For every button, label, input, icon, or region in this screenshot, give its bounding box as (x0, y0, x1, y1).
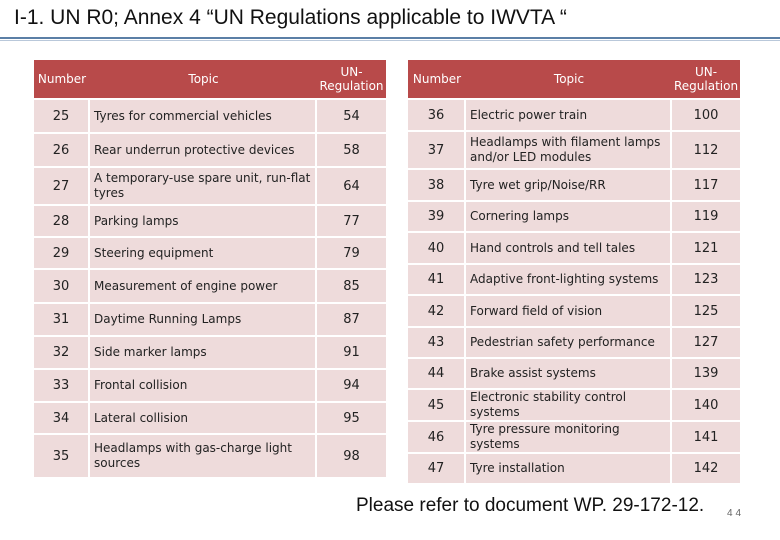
table-row (34, 134, 386, 166)
table-row (34, 238, 386, 268)
row-number: 25 (34, 100, 90, 132)
title-divider (0, 37, 780, 39)
row-topic: Tyre wet grip/Noise/RR (466, 170, 672, 200)
row-topic: Tyres for commercial vehicles (90, 100, 317, 132)
reference-note: Please refer to document WP. 29-172-12. (356, 495, 705, 516)
table-row (34, 337, 386, 368)
row-un-regulation: 112 (672, 132, 740, 168)
table-row (34, 435, 386, 477)
table-header-row (408, 60, 740, 98)
row-un-regulation: 119 (672, 202, 740, 231)
table-row (408, 359, 740, 388)
row-number: 27 (34, 168, 90, 204)
row-un-regulation: 121 (672, 233, 740, 263)
row-un-regulation: 142 (672, 454, 740, 483)
table-row (408, 454, 740, 483)
row-topic: Frontal collision (90, 370, 317, 401)
table-row (408, 202, 740, 231)
row-topic: Headlamps with gas-charge light sources (90, 435, 317, 477)
table-body-right (408, 100, 740, 483)
row-topic: Headlamps with filament lamps and/or LED modules (466, 132, 672, 168)
title-divider-thin (0, 40, 780, 41)
row-un-regulation: 85 (317, 270, 386, 302)
row-topic: Cornering lamps (466, 202, 672, 231)
table-row (408, 132, 740, 168)
page-number: 44 (727, 508, 745, 519)
row-number: 40 (408, 233, 466, 263)
row-number: 37 (408, 132, 466, 168)
row-topic: Electronic stability control systems (466, 390, 672, 420)
row-un-regulation: 87 (317, 304, 386, 335)
header-un-regulation: UN-Regulation (317, 60, 386, 98)
row-topic: Forward field of vision (466, 296, 672, 326)
row-topic: Steering equipment (90, 238, 317, 268)
table-row (408, 390, 740, 420)
row-number: 28 (34, 206, 90, 236)
row-un-regulation: 95 (317, 403, 386, 433)
row-un-regulation: 117 (672, 170, 740, 200)
row-un-regulation: 91 (317, 337, 386, 368)
row-number: 26 (34, 134, 90, 166)
row-number: 45 (408, 390, 466, 420)
row-topic: Side marker lamps (90, 337, 317, 368)
table-header-row (34, 60, 386, 98)
row-topic: Tyre pressure monitoring systems (466, 422, 672, 452)
row-number: 31 (34, 304, 90, 335)
row-un-regulation: 64 (317, 168, 386, 204)
row-un-regulation: 141 (672, 422, 740, 452)
row-topic: Pedestrian safety performance (466, 328, 672, 357)
row-number: 47 (408, 454, 466, 483)
table-row (408, 265, 740, 294)
row-number: 42 (408, 296, 466, 326)
table-row (34, 304, 386, 335)
table-row (34, 100, 386, 132)
table-row (408, 170, 740, 200)
row-un-regulation: 54 (317, 100, 386, 132)
row-number: 30 (34, 270, 90, 302)
row-topic: Rear underrun protective devices (90, 134, 317, 166)
header-topic: Topic (90, 60, 317, 98)
row-number: 35 (34, 435, 90, 477)
page-title: I-1. UN R0; Annex 4 “UN Regulations applicable to IWVTA “ (14, 6, 567, 29)
row-un-regulation: 123 (672, 265, 740, 294)
row-un-regulation: 127 (672, 328, 740, 357)
regulations-table-right (408, 58, 740, 485)
row-number: 34 (34, 403, 90, 433)
regulations-table-left (34, 58, 386, 479)
row-topic: Daytime Running Lamps (90, 304, 317, 335)
table-body-left (34, 100, 386, 477)
row-un-regulation: 79 (317, 238, 386, 268)
table-row (34, 168, 386, 204)
row-number: 44 (408, 359, 466, 388)
row-number: 38 (408, 170, 466, 200)
row-un-regulation: 77 (317, 206, 386, 236)
row-number: 32 (34, 337, 90, 368)
row-topic: Parking lamps (90, 206, 317, 236)
row-topic: Adaptive front-lighting systems (466, 265, 672, 294)
row-number: 39 (408, 202, 466, 231)
table-row (34, 370, 386, 401)
table-row (408, 328, 740, 357)
row-un-regulation: 100 (672, 100, 740, 130)
header-number: Number (408, 60, 466, 98)
row-number: 46 (408, 422, 466, 452)
row-un-regulation: 125 (672, 296, 740, 326)
row-number: 41 (408, 265, 466, 294)
row-topic: Hand controls and tell tales (466, 233, 672, 263)
row-topic: A temporary-use spare unit, run-flat tyres (90, 168, 317, 204)
row-number: 43 (408, 328, 466, 357)
row-un-regulation: 139 (672, 359, 740, 388)
row-topic: Electric power train (466, 100, 672, 130)
table-row (408, 233, 740, 263)
row-topic: Tyre installation (466, 454, 672, 483)
row-un-regulation: 94 (317, 370, 386, 401)
table-row (408, 422, 740, 452)
row-number: 36 (408, 100, 466, 130)
row-number: 33 (34, 370, 90, 401)
header-un-regulation: UN-Regulation (672, 60, 740, 98)
table-row (34, 270, 386, 302)
row-number: 29 (34, 238, 90, 268)
table-row (408, 296, 740, 326)
row-topic: Brake assist systems (466, 359, 672, 388)
row-un-regulation: 58 (317, 134, 386, 166)
table-row (34, 206, 386, 236)
table-row (408, 100, 740, 130)
table-row (34, 403, 386, 433)
header-number: Number (34, 60, 90, 98)
row-un-regulation: 98 (317, 435, 386, 477)
row-topic: Measurement of engine power (90, 270, 317, 302)
header-topic: Topic (466, 60, 672, 98)
row-topic: Lateral collision (90, 403, 317, 433)
row-un-regulation: 140 (672, 390, 740, 420)
